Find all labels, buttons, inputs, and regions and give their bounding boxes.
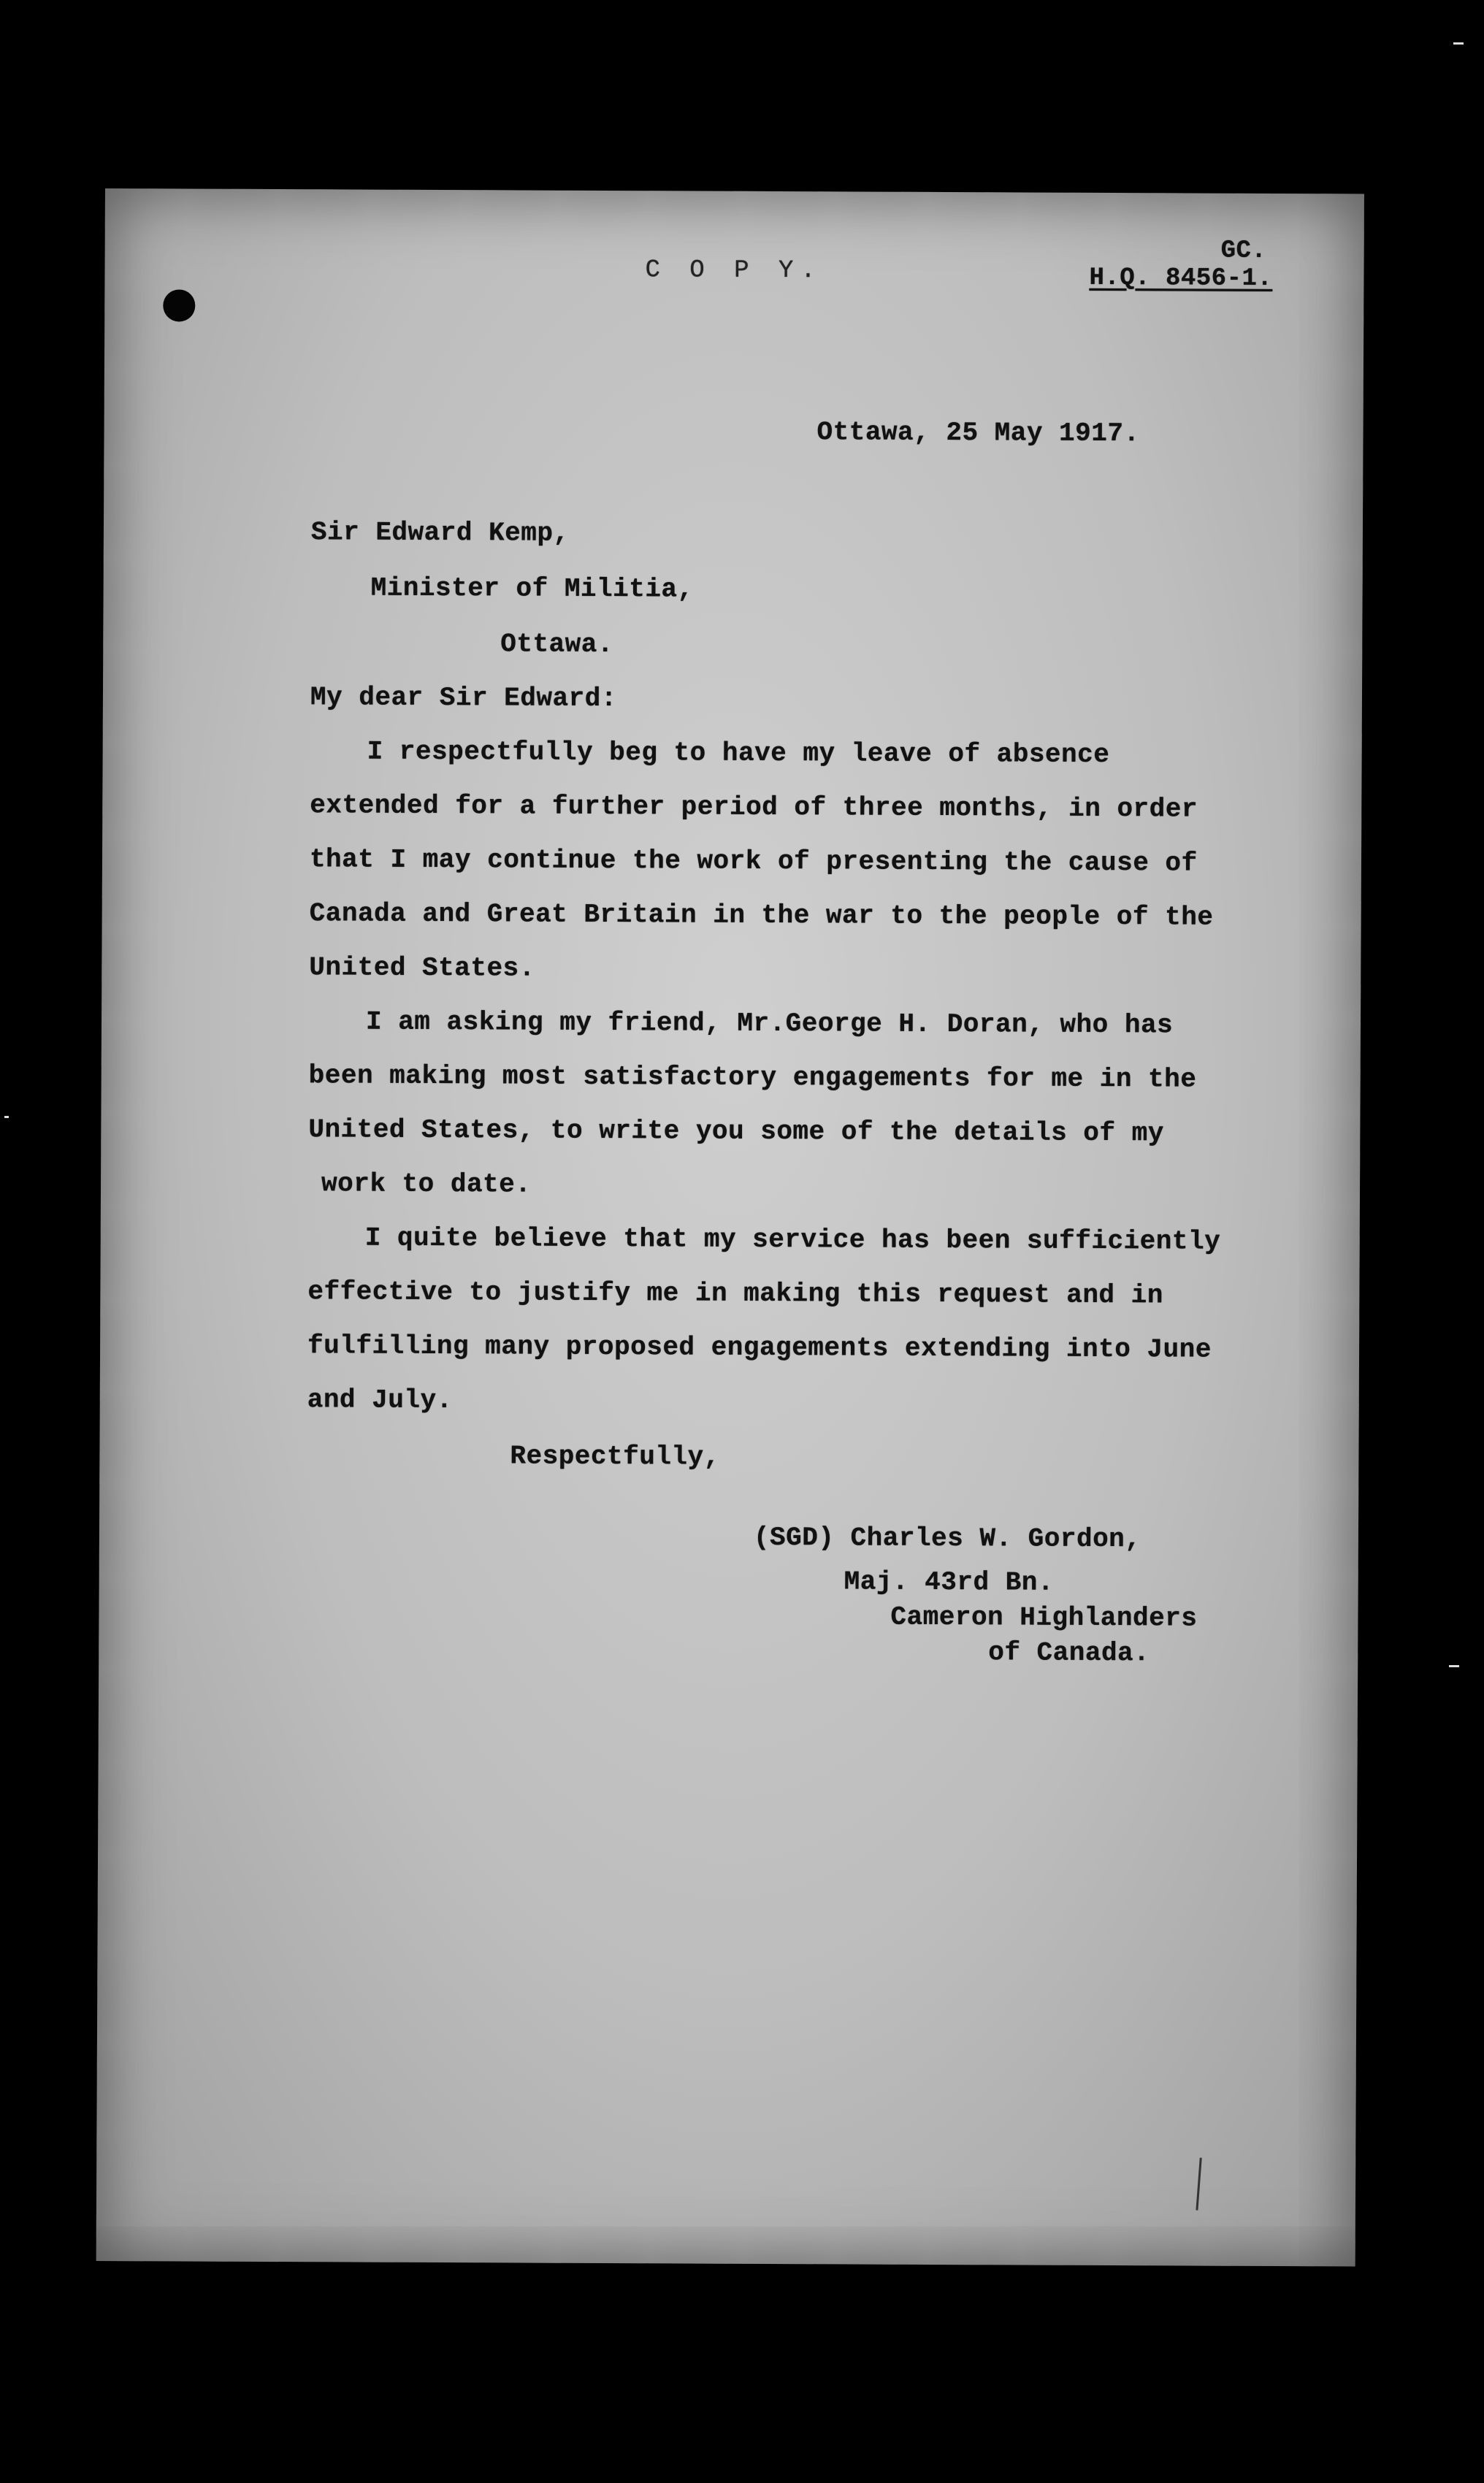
body-line: I quite believe that my service has been sufficiently (364, 1223, 1221, 1257)
letter-date: Ottawa, 25 May 1917. (816, 417, 1140, 449)
recipient-city: Ottawa. (500, 629, 614, 660)
body-line: United States, to write you some of the details of my (308, 1114, 1164, 1149)
copy-label: C O P Y. (645, 256, 823, 286)
recipient-title: Minister of Militia, (370, 573, 694, 605)
body-line: effective to justify me in making this request and in (307, 1277, 1163, 1311)
recipient-name: Sir Edward Kemp, (310, 517, 570, 548)
body-line: that I may continue the work of presenting the cause of (309, 844, 1198, 879)
frame-tick-mark (1449, 1665, 1459, 1667)
body-line: I am asking my friend, Mr.George H. Doran, who has (365, 1006, 1174, 1041)
body-line: and July. (307, 1385, 453, 1416)
body-line: extended for a further period of three months, in order (310, 790, 1198, 825)
frame-tick-mark (4, 1116, 9, 1118)
body-line: United States. (309, 952, 535, 984)
salutation: My dear Sir Edward: (310, 682, 618, 714)
body-line: Canada and Great Britain in the war to the people of the (309, 898, 1214, 933)
rank-line: of Canada. (988, 1637, 1150, 1669)
body-line: been making most satisfactory engagements for me in the (308, 1060, 1197, 1095)
rank-line: Maj. 43rd Bn. (844, 1566, 1055, 1598)
closing: Respectfully, (510, 1441, 720, 1472)
punch-hole (163, 289, 195, 321)
body-line: I respectfully beg to have my leave of absence (367, 736, 1110, 770)
gc-mark: GC. (1220, 237, 1267, 265)
file-number: H.Q. 8456-1. (1089, 264, 1273, 293)
signature: (SGD) Charles W. Gordon, (753, 1522, 1141, 1555)
pencil-mark (1196, 2158, 1201, 2211)
frame-tick-mark (1453, 42, 1464, 45)
body-line: work to date. (321, 1168, 532, 1200)
rank-line: Cameron Highlanders (890, 1602, 1198, 1634)
letter-page (96, 188, 1364, 2266)
body-line: fulfilling many proposed engagements extending into June (307, 1331, 1212, 1365)
